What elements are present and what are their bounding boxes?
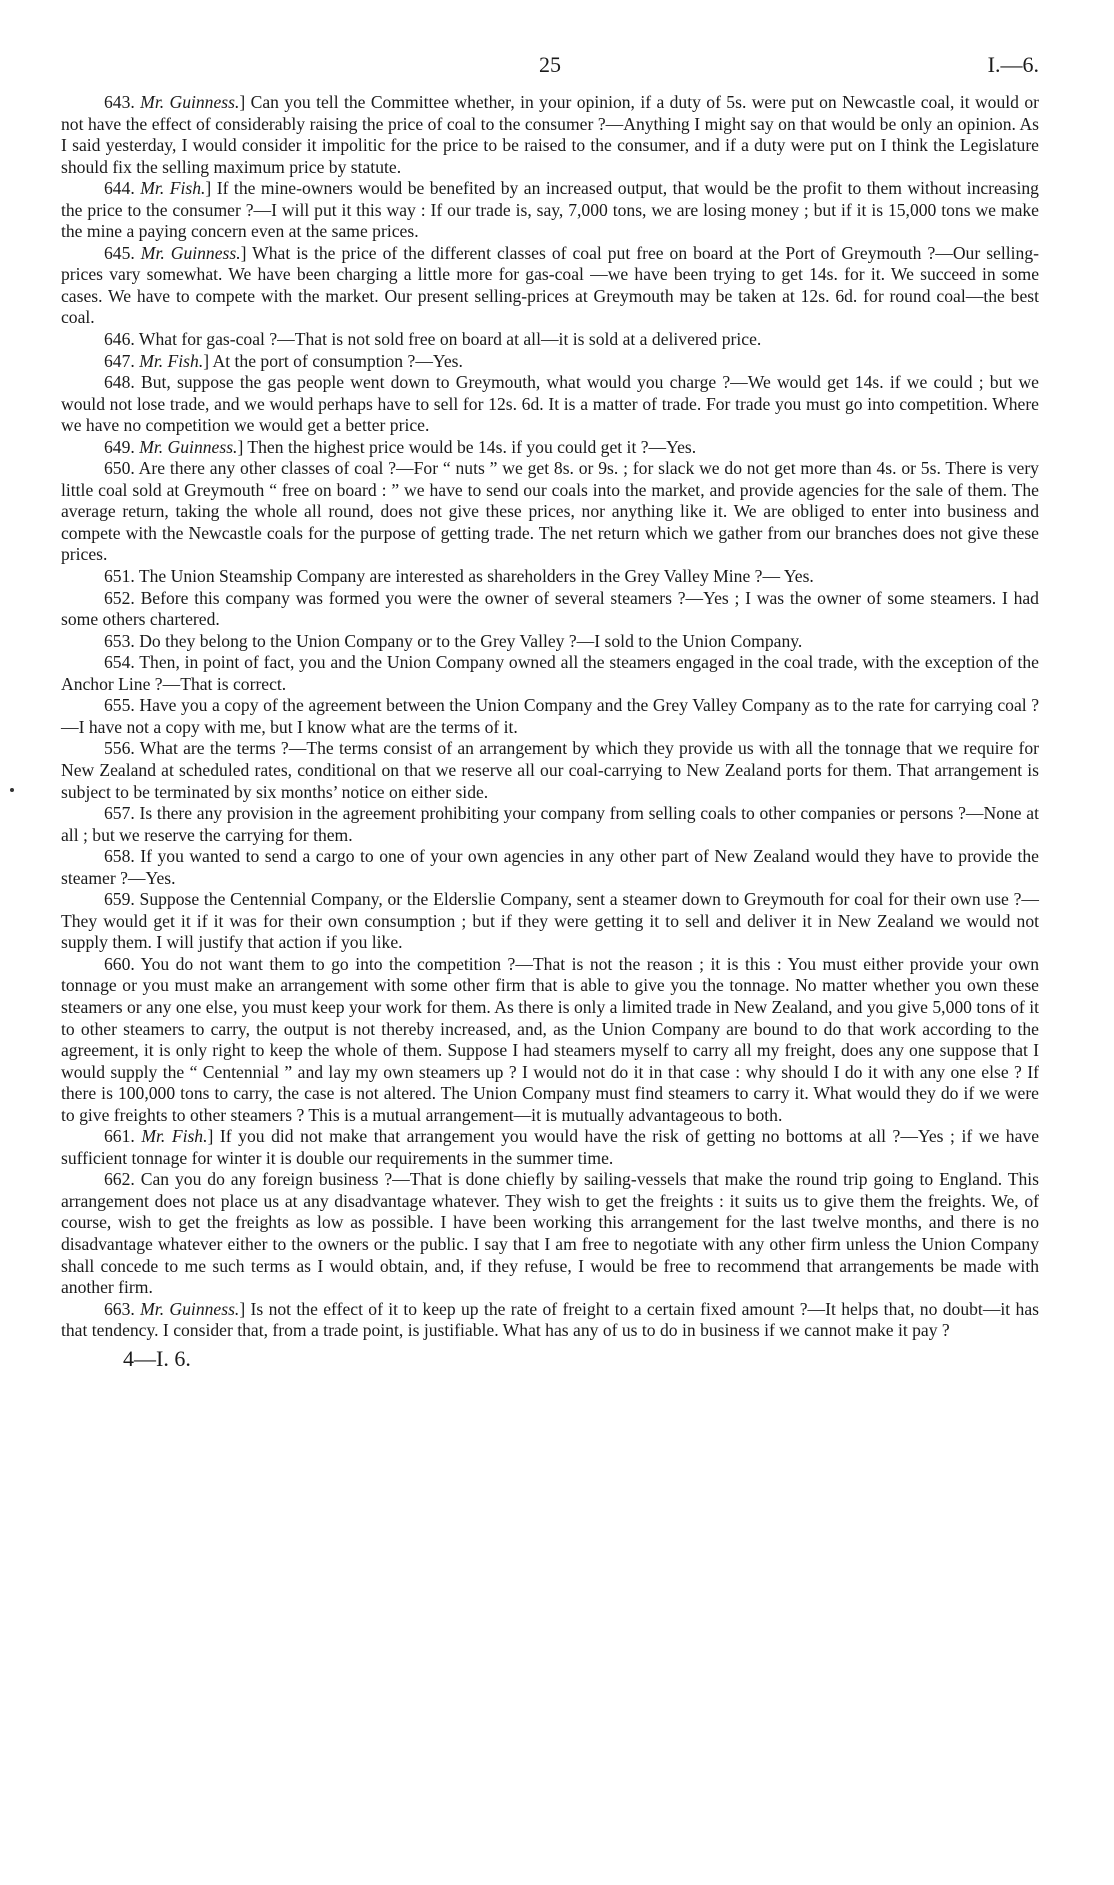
question-number: 659. xyxy=(104,889,135,910)
question-text: What are the terms ?—The terms consist of an arrangement by which they provide us with all the tonnage that we require for New Zealand at scheduled rates, conditional on that we reserve all our coal-carrying to New Zealand ports for them. That arrangement is subject to be terminated by six months’ notice on either side. xyxy=(61,738,1039,802)
question-text: If you wanted to send a cargo to one of your own agencies in any other part of New Zealand would they have to provide the steamer ?—Yes. xyxy=(61,846,1039,888)
question-paragraph xyxy=(61,588,1039,631)
question-paragraph xyxy=(61,846,1039,889)
question-number: 652. xyxy=(104,587,135,608)
question-paragraph xyxy=(61,954,1039,1126)
question-paragraph: 649. Mr. Guinness.] Then the highest price would be 14s. if you could get it ?—Yes. xyxy=(104,436,697,457)
question-paragraph: 645. Mr. Guinness.] What is the price of the different classes of coal put free on board at the Port of Greymouth ?—Our selling-prices vary somewhat. We have been charging a little more for gas-coal —we have been trying to get 14s. for it. We succeed in some cases. We have to compete with the market. Our present selling-prices at Greymouth may be taken at 12s. 6d. for round coal—the best coal. xyxy=(61,242,1039,328)
page xyxy=(61,52,1039,1372)
question-number: 658. xyxy=(104,846,135,867)
question-number: 651. xyxy=(104,566,135,587)
question-number: 661. xyxy=(104,1126,135,1147)
speaker-name: Mr. Fish. xyxy=(139,350,204,371)
question-number: 663. xyxy=(104,1298,135,1319)
question-text: But, suppose the gas people went down to Greymouth, what would you charge ?—We would get 14s. if we could ; but we would not lose trade, and we would perhaps have to sell for 12s. 6d. It is a matter of trade. For trade you must go into competition. Where we have no competition we would get a better price. xyxy=(61,372,1039,436)
page-number: 25 xyxy=(539,52,561,77)
question-paragraph xyxy=(61,1169,1039,1298)
question-number: 646. xyxy=(104,329,135,350)
question-text: You do not want them to go into the competition ?—That is not the reason ; it is this : You must either provide your own tonnage or you must make an arrangement with some other firm that is able to give you the tonnage. No matter whether you own these steamers or any one else, you must keep your work for them. As there is only a limited trade in New Zealand, and you give 5,000 tons of it to other steamers to carry, the output is not thereby increased, and, as the Union Company are bound to do that work according to the agreement, it is only right to keep the whole of them. Suppose I had steamers myself to carry all my freight, does any one suppose that I would supply the “ Centennial ” and lay my own steamers up ? I would not do it in that case : why should I do it with any one else ? If there is 100,000 tons to carry, the case is not altered. The Union Company must find steamers to carry it. What would they do if we were to give freights to other steamers ? This is a mutual arrangement—it is mutually advantageous to both. xyxy=(61,953,1040,1125)
speaker-name: Mr. Fish. xyxy=(141,1126,208,1147)
question-number: 648. xyxy=(104,372,135,393)
page-header xyxy=(61,52,1039,92)
question-paragraph: 644. Mr. Fish.] If the mine-owners would be benefited by an increased output, that would be the profit to them without increasing the price to the consumer ?—I will put it this way : If our trade is, say, 7,000 tons, we are losing money ; but if it is 15,000 tons we make the mine a paying concern even at the same prices. xyxy=(61,178,1039,242)
question-text: Have you a copy of the agreement between the Union Company and the Grey Valley Company as to the rate for carrying coal ?—I have not a copy with me, but I know what are the terms of it. xyxy=(61,695,1040,737)
question-paragraph xyxy=(61,566,1039,588)
speaker-name: Mr. Fish. xyxy=(140,178,206,199)
question-number: 655. xyxy=(104,695,135,716)
speaker-name: Mr. Guinness. xyxy=(139,436,238,457)
question-text: The Union Steamship Company are interested as shareholders in the Grey Valley Mine ?— Yes. xyxy=(138,566,814,587)
question-text: Can you do any foreign business ?—That is done chiefly by sailing-vessels that make the round trip going to England. This arrangement does not place us at any disadvantage whatever. They wish to get the freights : it suits us to give them the freights. We, of course, wish to get the freights as low as possible. I have been working this arrangement for the last twelve months, and there is no disadvantage whatever either to the owners or the public. I say that I am free to negotiate with any other firm unless the Union Company shall concede to me such terms as I would obtain, and, if they refuse, I would be free to recommend that arrangements be made with another firm. xyxy=(61,1169,1039,1298)
question-text: Is not the effect of it to keep up the rate of freight to a certain fixed amount ?—It helps that, no doubt—it has that tendency. I consider that, from a trade point, is justifiable. What has any of us to do in business if we cannot make it pay ? xyxy=(61,1298,1039,1341)
question-paragraph xyxy=(61,738,1039,803)
question-paragraph xyxy=(61,652,1039,695)
question-text: Can you tell the Committee whether, in your opinion, if a duty of 5s. were put on Newcastle coal, it would or not have the effect of considerably raising the price of coal to the consumer ?—Anything I might say on that would be only an opinion. As I said yesterday, I would consider it impolitic for the price to be raised to the consumer, and if a duty were put on I think the Legislature should fix the selling maximum price by statute. xyxy=(61,92,1039,177)
question-number: 643. xyxy=(104,92,135,112)
question-text: What for gas-coal ?—That is not sold free on board at all—it is sold at a delivered price. xyxy=(138,329,762,350)
question-number: 650. xyxy=(104,458,135,479)
question-text: Suppose the Centennial Company, or the Elderslie Company, sent a steamer down to Greymouth for coal for their own use ?—They would get it if it was for their own consumption ; but if they were getting it to sell and deliver it in New Zealand we would not supply them. I will justify that action if you like. xyxy=(61,889,1039,953)
margin-mark xyxy=(10,788,14,792)
question-paragraph xyxy=(61,631,1039,653)
question-text: Before this company was formed you were the owner of several steamers ?—Yes ; I was the owner of some steamers. I had some others chartered. xyxy=(61,587,1039,630)
question-number: 645. xyxy=(104,242,135,263)
question-text: Then, in point of fact, you and the Union Company owned all the steamers engaged in the coal trade, with the exception of the Anchor Line ?—That is correct. xyxy=(61,652,1039,694)
paper-reference: I.—6. xyxy=(987,52,1039,77)
speaker-name: Mr. Guinness. xyxy=(140,1298,240,1319)
question-number: 649. xyxy=(104,436,135,457)
question-number: 657. xyxy=(104,803,135,824)
question-paragraph: 663. Mr. Guinness.] Is not the effect of it to keep up the rate of freight to a certain fixed amount ?—It helps that, no doubt—it has that tendency. I consider that, from a trade point, is justifiable. What has any of us to do in business if we cannot make it pay ? xyxy=(61,1298,1039,1341)
question-paragraph xyxy=(61,372,1039,437)
question-number: 556. xyxy=(104,738,135,759)
speaker-name: Mr. Guinness. xyxy=(140,92,240,112)
speaker-name: Mr. Guinness. xyxy=(140,242,241,263)
question-text: Then the highest price would be 14s. if you could get it ?—Yes. xyxy=(247,436,697,457)
question-text: If the mine-owners would be benefited by an increased output, that would be the profit to them without increasing the price to the consumer ?—I will put it this way : If our trade is, say, 7,000 tons, we are losing money ; but if it is 15,000 tons we make the mine a paying concern even at the same prices. xyxy=(61,178,1039,242)
question-paragraph: 661. Mr. Fish.] If you did not make that arrangement you would have the risk of getting no bottoms at all ?—Yes ; if we have sufficient tonnage for winter it is double our requirements in the summer time. xyxy=(61,1126,1040,1168)
question-number: 644. xyxy=(104,178,135,199)
printer-signature: 4—I. 6. xyxy=(123,1345,191,1371)
question-text: Is there any provision in the agreement prohibiting your company from selling coals to other companies or persons ?—None at all ; but we reserve the carrying for them. xyxy=(61,803,1039,845)
question-text: Are there any other classes of coal ?—For “ nuts ” we get 8s. or 9s. ; for slack we do not get more than 4s. or 5s. There is very little coal sold at Greymouth “ free on board : ” we have to send our coals into the market, and provide agencies for the sale of them. The average return, taking the whole all round, does not give these prices, nor anything like it. We are obliged to enter into business and compete with the Newcastle coals for the purpose of getting trade. The net return which we gather from our branches does not give these prices. xyxy=(61,458,1039,565)
question-number: 647. xyxy=(104,350,135,371)
question-number: 654. xyxy=(104,652,135,673)
question-paragraph xyxy=(61,458,1039,566)
question-paragraph xyxy=(61,889,1039,954)
document-body xyxy=(61,92,1039,1342)
question-text: If you did not make that arrangement you would have the risk of getting no bottoms at all ?—Yes ; if we have sufficient tonnage for winter it is double our requirements in the summer time. xyxy=(61,1126,1040,1168)
question-number: 653. xyxy=(104,630,135,651)
question-paragraph xyxy=(61,329,1039,351)
question-number: 660. xyxy=(104,953,135,974)
question-text: At the port of consumption ?—Yes. xyxy=(212,350,463,371)
question-paragraph xyxy=(61,803,1039,846)
question-paragraph: 647. Mr. Fish.] At the port of consumption ?—Yes. xyxy=(104,350,463,371)
question-paragraph xyxy=(61,695,1039,738)
question-number: 662. xyxy=(104,1169,135,1190)
question-paragraph: 643. Mr. Guinness.] Can you tell the Committee whether, in your opinion, if a duty of 5s. were put on Newcastle coal, it would or not have the effect of considerably raising the price of coal to the consumer ?—Anything I might say on that would be only an opinion. As I said yesterday, I would consider it impolitic for the price to be raised to the consumer, and if a duty were put on I think the Legislature should fix the selling maximum price by statute. xyxy=(61,92,1039,177)
question-text: What is the price of the different classes of coal put free on board at the Port of Greymouth ?—Our selling-prices vary somewhat. We have been charging a little more for gas-coal —we have been trying to get 14s. for it. We succeed in some cases. We have to compete with the market. Our present selling-prices at Greymouth may be taken at 12s. 6d. for round coal—the best coal. xyxy=(61,242,1039,328)
question-text: Do they belong to the Union Company or to the Grey Valley ?—I sold to the Union Company. xyxy=(139,630,803,651)
